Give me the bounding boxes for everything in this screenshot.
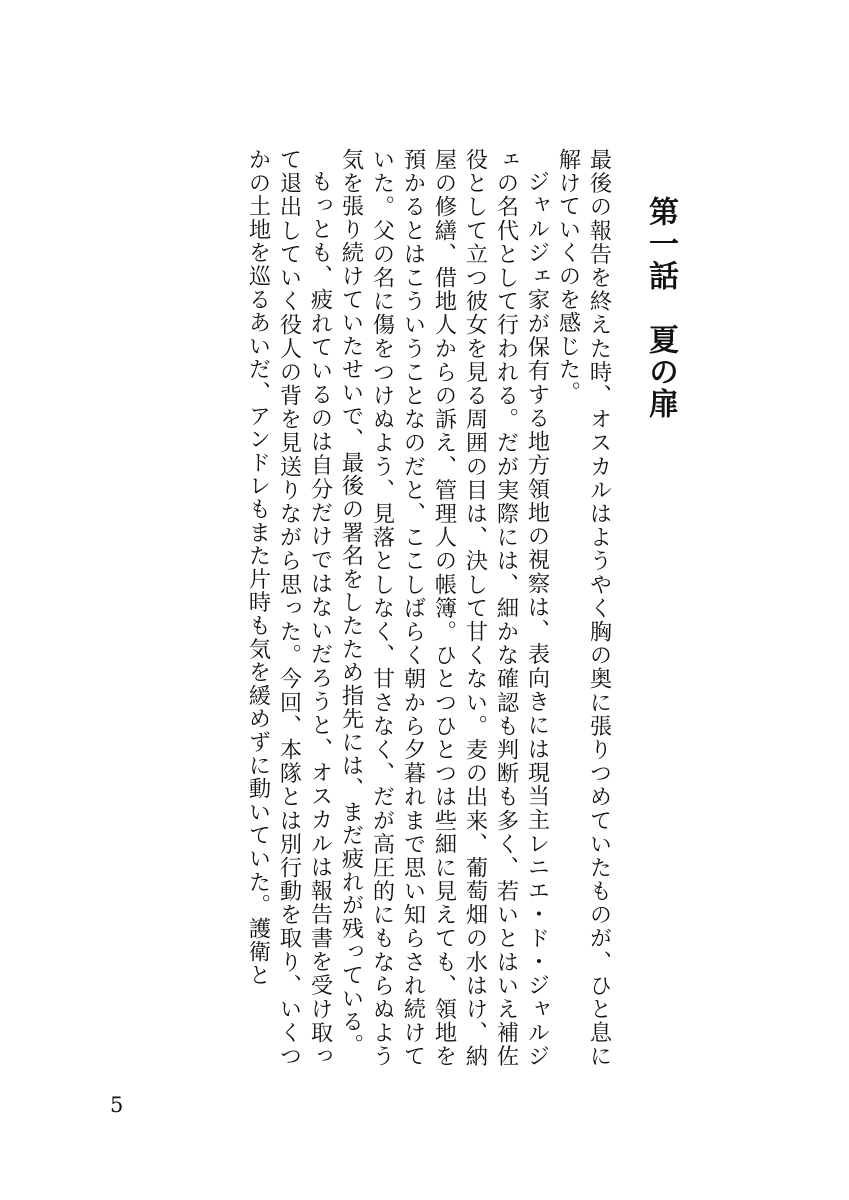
paragraph: もっとも、疲れているのは自分だけではないだろうと、オスカルは報告書を受け取って退出していく役人の背を見送りながら思った。今回、本隊とは別行動を取り、いくつかの土地を巡るあいだ、アンドレもまた片時も気を緩めずに動いていた。護衛と [245,148,333,1068]
paragraph: ジャルジェ家が保有する地方領地の視察は、表向きには現当主レニエ・ド・ジャルジェの名代として行われる。だが実際には、細かな確認も判断も多く、若いとはいえ補佐役として立つ彼女を見る周囲の目は、決して甘くない。麦の出来、葡萄畑の水はけ、納屋の修繕、借地人からの訴え、管理人の帳簿。ひとつひとつは些細に見えても、領地を預かるとはこういうことなのだと、ここしばらく朝から夕暮れまで思い知らされ続けていた。父の名に傷をつけぬよう、見落としなく、甘さなく、だが高圧的にもならぬよう気を張り続けていたせいで、最後の署名をしたため指先には、まだ疲れが残っている。 [338,148,550,1068]
page-number: 5 [110,1093,124,1117]
paragraph: 最後の報告を終えた時、オスカルはようやく胸の奥に張りつめていたものが、ひと息に解けていくのを感じた。 [555,148,612,1068]
chapter-title: 第一話 夏の扉 [643,196,678,420]
body-text [118,148,614,1068]
